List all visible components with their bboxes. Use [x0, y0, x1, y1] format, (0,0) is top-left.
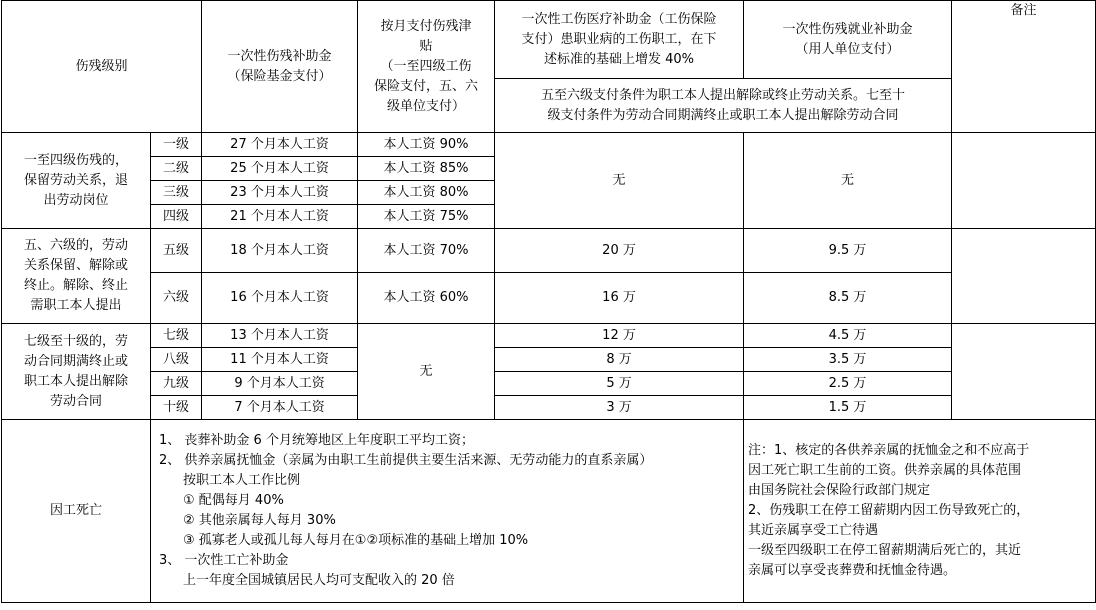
pension-ratio: 按职工本人工作比例 — [183, 473, 301, 488]
lump-sum-death-item: 3、 一次性工亡补助金 — [159, 553, 289, 568]
employment-cell: 8.5 万 — [744, 273, 952, 324]
grade-cell: 五级 — [151, 229, 202, 273]
funeral-item: 1、 丧葬补助金 6 个月统筹地区上年度职工平均工资； — [159, 433, 474, 448]
monthly-cell: 本人工资 70% — [358, 229, 495, 273]
monthly-cell: 本人工资 60% — [358, 273, 495, 324]
grade-cell: 六级 — [151, 273, 202, 324]
pension-spouse: ① 配偶每月 40% — [183, 493, 284, 508]
grade-cell: 三级 — [151, 181, 202, 205]
grade-cell: 二级 — [151, 157, 202, 181]
group1-medical: 无 — [495, 133, 744, 229]
compensation-table — [1, 0, 1096, 603]
monthly-cell: 本人工资 85% — [358, 157, 495, 181]
header-monthly: 按月支付伤残津 贴 （一至四级工伤 保险支付，五、六 级单位支付） — [358, 1, 495, 133]
lump-sum-cell: 9 个月本人工资 — [202, 372, 358, 396]
monthly-cell: 本人工资 75% — [358, 205, 495, 229]
employment-cell: 4.5 万 — [744, 324, 952, 348]
monthly-cell: 本人工资 90% — [358, 133, 495, 157]
pension-item: 2、 供养亲属抚恤金（亲属为由职工生前提供主要生活来源、无劳动能力的直系亲属） — [159, 453, 653, 468]
lump-sum-cell: 7 个月本人工资 — [202, 396, 358, 420]
lump-sum-cell: 18 个月本人工资 — [202, 229, 358, 273]
group2-remarks — [952, 229, 1096, 324]
header-employment: 一次性伤残就业补助金 （用人单位支付） — [744, 1, 952, 79]
lump-sum-cell: 13 个月本人工资 — [202, 324, 358, 348]
pension-orphan: ③ 孤寡老人或孤儿每人每月在①②项标准的基础上增加 10% — [183, 533, 529, 548]
group3-monthly: 无 — [358, 324, 495, 420]
death-benefits — [151, 420, 744, 603]
employment-cell: 3.5 万 — [744, 348, 952, 372]
lump-sum-cell: 16 个月本人工资 — [202, 273, 358, 324]
death-note: 注：1、核定的各供养亲属的抚恤金之和不应高于 因工死亡职工生前的工资。供养亲属的具体范围 由国务院社会保险行政部门规定 2、伤残职工在停工留薪期内因工伤导致死亡的， 其近亲属享受工亡待遇 一级至四级职工在停工留薪期满后死亡的，其近 亲属可以享受丧葬费和抚恤金待遇。 — [744, 420, 1096, 603]
group3-remarks — [952, 324, 1096, 420]
header-conditions: 五至六级支付条件为职工本人提出解除或终止劳动关系。七至十 级支付条件为劳动合同期满终止或职工本人提出解除劳动合同 — [495, 79, 952, 133]
group2-label: 五、六级的，劳动 关系保留、解除或 终止。解除、终止 需职工本人提出 — [2, 229, 151, 324]
group3-label: 七级至十级的，劳 动合同期满终止或 职工本人提出解除 劳动合同 — [2, 324, 151, 420]
grade-cell: 八级 — [151, 348, 202, 372]
group1-employment: 无 — [744, 133, 952, 229]
lump-sum-cell: 25 个月本人工资 — [202, 157, 358, 181]
grade-cell: 七级 — [151, 324, 202, 348]
lump-sum-cell: 21 个月本人工资 — [202, 205, 358, 229]
death-label: 因工死亡 — [2, 420, 151, 603]
lump-sum-cell: 11 个月本人工资 — [202, 348, 358, 372]
medical-cell: 5 万 — [495, 372, 744, 396]
group1-label: 一至四级伤残的， 保留劳动关系，退 出劳动岗位 — [2, 133, 151, 229]
header-medical: 一次性工伤医疗补助金（工伤保险 支付）患职业病的工伤职工，在下 述标准的基础上增发 40% — [495, 1, 744, 79]
medical-cell: 3 万 — [495, 396, 744, 420]
employment-cell: 9.5 万 — [744, 229, 952, 273]
grade-cell: 四级 — [151, 205, 202, 229]
grade-cell: 十级 — [151, 396, 202, 420]
medical-cell: 20 万 — [495, 229, 744, 273]
employment-cell: 1.5 万 — [744, 396, 952, 420]
grade-cell: 九级 — [151, 372, 202, 396]
lump-sum-cell: 23 个月本人工资 — [202, 181, 358, 205]
header-level: 伤残级别 — [2, 1, 202, 133]
header-lump-sum: 一次性伤残补助金 （保险基金支付） — [202, 1, 358, 133]
pension-other: ② 其他亲属每人每月 30% — [183, 513, 336, 528]
medical-cell: 12 万 — [495, 324, 744, 348]
grade-cell: 一级 — [151, 133, 202, 157]
medical-cell: 8 万 — [495, 348, 744, 372]
lump-sum-death-amount: 上一年度全国城镇居民人均可支配收入的 20 倍 — [183, 573, 455, 588]
medical-cell: 16 万 — [495, 273, 744, 324]
lump-sum-cell: 27 个月本人工资 — [202, 133, 358, 157]
header-remarks: 备注 — [952, 1, 1096, 133]
monthly-cell: 本人工资 80% — [358, 181, 495, 205]
group1-remarks — [952, 133, 1096, 229]
employment-cell: 2.5 万 — [744, 372, 952, 396]
